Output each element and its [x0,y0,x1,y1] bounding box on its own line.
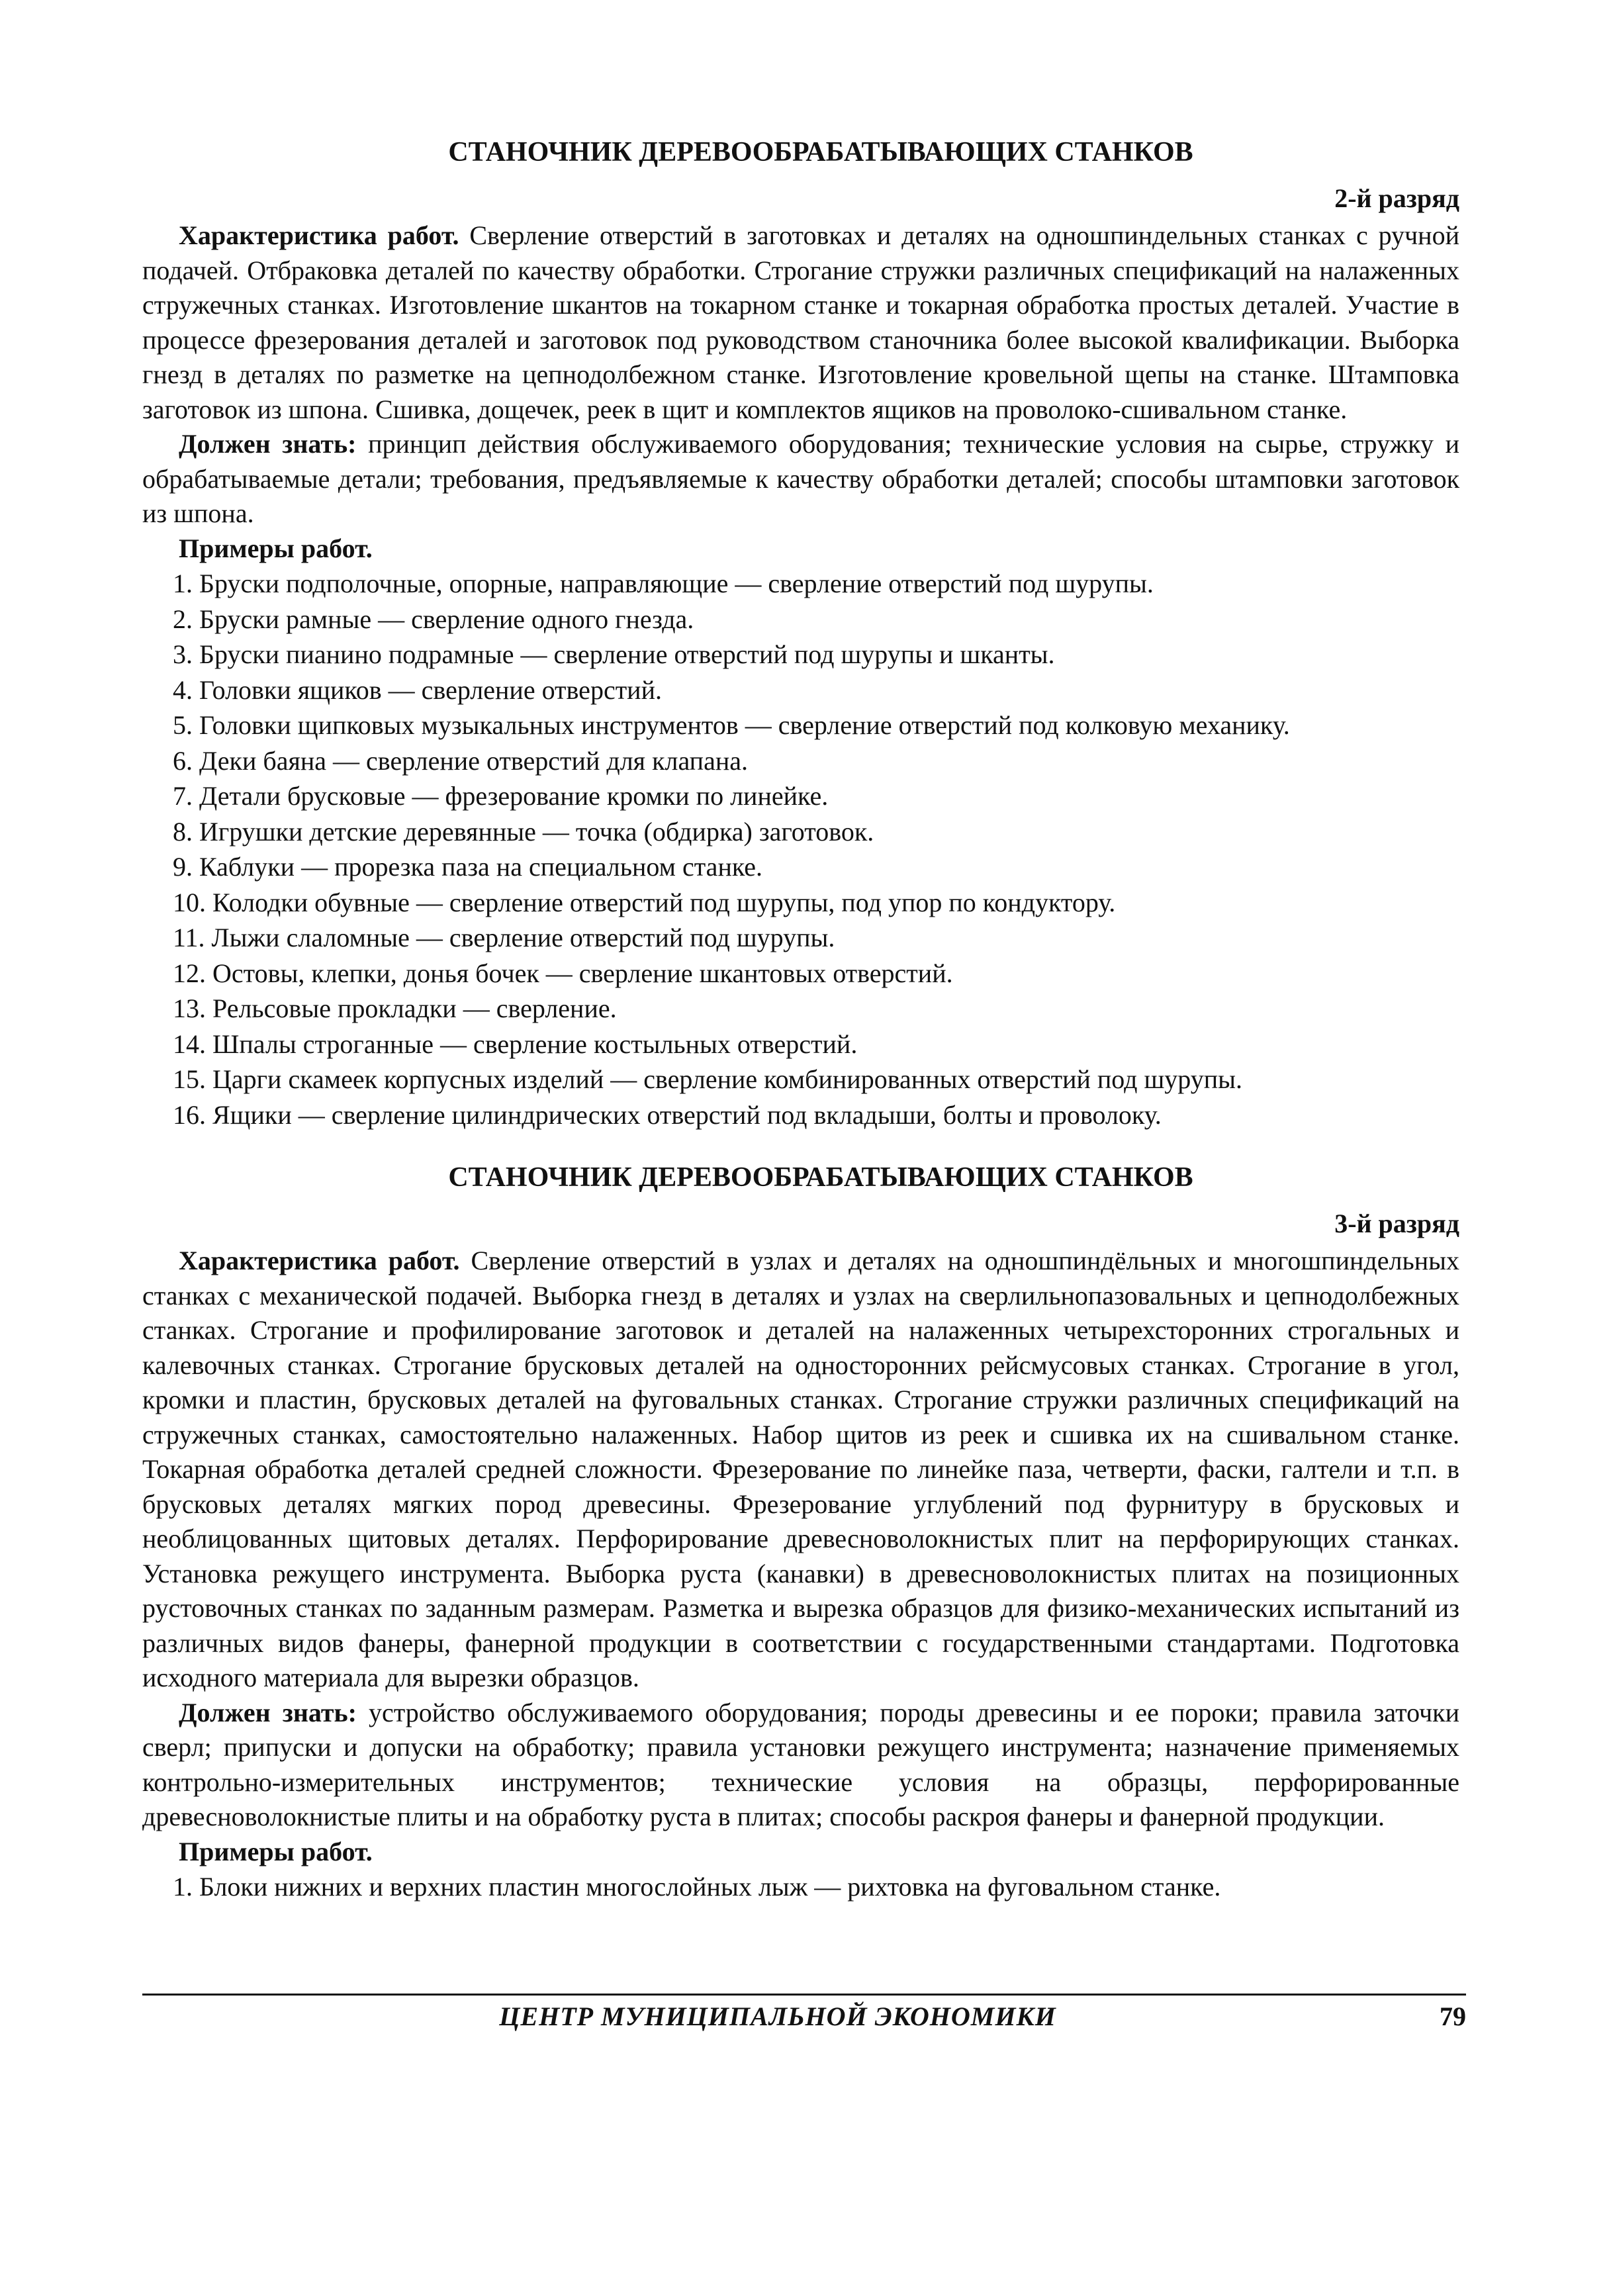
list-item: 2. Бруски рамные — сверление одного гнезда. [173,604,694,634]
grade-label: 2-й разряд [1334,183,1459,213]
list-item: 4. Головки ящиков — сверление отверстий. [173,674,662,705]
list-item: 8. Игрушки детские деревянные — точка (обдирка) заготовок. [173,816,874,847]
page-footer [142,1994,1466,2042]
examples-list [142,566,1459,1132]
section-title: СТАНОЧНИК ДЕРЕВООБРАБАТЫВАЮЩИХ СТАНКОВ [448,137,1193,167]
examples-heading: Примеры работ. [179,533,373,563]
characteristic-label: Характеристика работ. [179,1246,460,1275]
grade-label: 3-й разряд [1334,1209,1459,1238]
knowledge-label: Должен знать: [179,429,357,459]
knowledge-text: устройство обслуживаемого оборудования; породы древесины и ее пороки; правила заточки сверл; припуски и допуски на обработку; правила установки режущего инструмента; назначение применяемых контрольно-измерительных инструментов; технические условия на образцы, перфорированные древесноволокнистые плиты и на обработку руста в плитах; способы раскроя фанеры и фанерной продукции. [142,1697,1460,1831]
list-item: 1. Блоки нижних и верхних пластин многослойных лыж — рихтовка на фуговальном станке. [173,1872,1221,1902]
list-item: 7. Детали брусковые — фрезерование кромки по линейке. [173,781,829,811]
list-item: 11. Лыжи слаломные — сверление отверстий под шурупы. [173,923,835,952]
list-item: 15. Царги скамеек корпусных изделий — сверление комбинированных отверстий под шурупы. [173,1064,1243,1094]
list-item: 5. Головки щипковых музыкальных инструментов — сверление отверстий под колковую механику. [173,710,1290,740]
list-item: 13. Рельсовые прокладки — сверление. [173,993,617,1023]
knowledge-label: Должен знать: [179,1697,357,1727]
section-grade-2 [142,132,1459,1132]
characteristic-text: Сверление отверстий в заготовках и деталях на одношпиндельных станках с ручной подачей. Отбраковка деталей по качеству обработки. Строгание стружки различных спецификаций на налаженных стружечных станках. Изготовление шкантов на токарном станке и токарная обработка простых деталей. Участие в процессе фрезерования деталей и заготовок под руководством станочника более высокой квалификации. Выборка гнезд в деталях по разметке на цепнодолбежном станке. Изготовление кровельной щепы на станке. Штамповка заготовок из шпона. Сшивка, дощечек, реек в щит и комплектов ящиков на проволоко-сшивальном станке. [142,220,1459,424]
list-item: 9. Каблуки — прорезка паза на специальном станке. [173,852,763,882]
page-number: 79 [1440,2001,1466,2031]
list-item: 3. Бруски пианино подрамные — сверление отверстий под шурупы и шканты. [173,639,1055,669]
knowledge-paragraph [142,427,1459,531]
examples-list [142,1869,1459,1905]
characteristic-paragraph [142,1244,1459,1696]
section-grade-3 [142,1158,1459,1905]
knowledge-text: принцип действия обслуживаемого оборудования; технические условия на сырье, стружку и обрабатываемые детали; требования, предъявляемые к качеству обработки деталей; способы штамповки заготовок из шпона. [142,429,1459,528]
footer-row [142,1996,1466,2042]
list-item: 16. Ящики — сверление цилиндрических отверстий под вкладыши, болты и проволоку. [173,1099,1162,1130]
characteristic-label: Характеристика работ. [179,220,459,250]
characteristic-text: Сверление отверстий в узлах и деталях на одношпиндёльных и многошпиндельных станках с механической подачей. Выборка гнезд в деталях и узлах на сверлильнопазовальных и цепнодолбежных станках. Строгание и профилирование заготовок и деталей на налаженных четырехсторонних строгальных и калевочных станках. Строгание брусковых деталей на односторонних рейсмусовых станках. Строгание в угол, кромки и пластин, брусковых деталей на фуговальных станках. Строгание стружки различных спецификаций на стружечных станках, самостоятельно налаженных. Набор щитов из реек и сшивка их на сшивальном станке. Токарная обработка деталей средней сложности. Фрезерование по линейке паза, четверти, фаски, галтели и т.п. в брусковых деталях мягких пород древесины. Фрезерование углублений под фурнитуру в брусковых и необлицованных щитовых деталях. Перфорирование древесноволокнистых плит на перфорирующих станках. Установка режущего инструмента. Выборка руста (канавки) в древесноволокнистых плитах на позиционных рустовочных станках по заданным размерам. Разметка и вырезка образцов для физико-механических испытаний из различных видов фанеры, фанерной продукции в соответствии с государственными стандартами. Подготовка исходного материала для вырезки образцов. [142,1246,1459,1692]
list-item: 12. Остовы, клепки, донья бочек — сверление шкантовых отверстий. [173,958,953,988]
list-item: 10. Колодки обувные — сверление отверстий под шурупы, под упор по кондуктору. [173,887,1116,917]
list-item: 1. Бруски подполочные, опорные, направляющие — сверление отверстий под шурупы. [173,569,1154,598]
footer-publisher: ЦЕНТР МУНИЦИПАЛЬНОЙ ЭКОНОМИКИ [499,2001,1056,2031]
section-title: СТАНОЧНИК ДЕРЕВООБРАБАТЫВАЮЩИХ СТАНКОВ [448,1162,1193,1193]
list-item: 14. Шпалы строганные — сверление костыльных отверстий. [173,1029,858,1059]
knowledge-paragraph [142,1696,1459,1835]
page-content [142,132,1459,1905]
list-item: 6. Деки баяна — сверление отверстий для клапана. [173,745,749,776]
characteristic-paragraph [142,218,1459,427]
examples-heading: Примеры работ. [179,1836,373,1866]
